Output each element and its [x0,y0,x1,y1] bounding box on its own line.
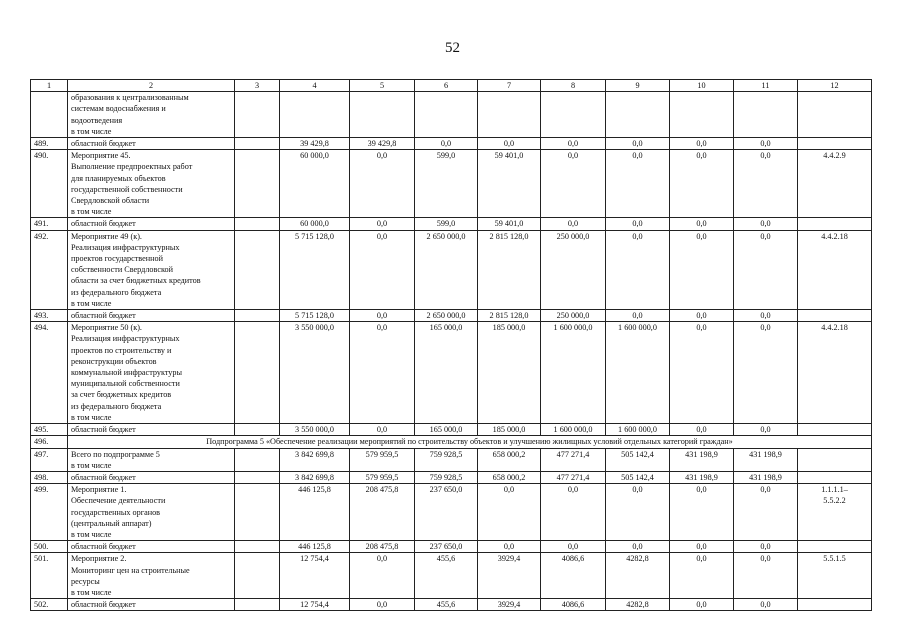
row-name: областной бюджет [68,310,235,322]
header-cell: 11 [734,80,798,92]
value-cell: 3929,4 [478,599,541,611]
value-cell: 431 198,9 [734,448,798,471]
value-cell: 0,0 [734,424,798,436]
value-cell: 431 198,9 [670,471,734,483]
value-cell: 1 600 000,0 [541,322,606,424]
code-cell [798,541,872,553]
value-cell: 5 715 128,0 [280,310,350,322]
table-row [31,92,872,138]
code-cell: 4.4.2.18 [798,322,872,424]
value-cell [415,92,478,138]
page-number: 52 [445,40,460,56]
value-cell: 0,0 [606,218,670,230]
row-number: 500. [31,541,68,553]
row-name: Мероприятие 45. Выполнение предпроектных работ для планируемых объектов государственной собственности Свердловской области в том числе [68,150,235,218]
value-cell: 658 000,2 [478,471,541,483]
value-cell: 579 959,5 [350,448,415,471]
code-cell: 4.4.2.9 [798,150,872,218]
value-cell: 0,0 [670,138,734,150]
value-cell: 1 600 000,0 [606,424,670,436]
value-cell: 0,0 [350,424,415,436]
value-cell: 0,0 [734,599,798,611]
value-cell: 0,0 [541,150,606,218]
value-cell: 39 429,8 [350,138,415,150]
row-name: Мероприятие 2. Мониторинг цен на строительные ресурсы в том числе [68,553,235,599]
empty-cell [235,310,280,322]
value-cell: 0,0 [734,484,798,541]
empty-cell [235,599,280,611]
row-name: областной бюджет [68,218,235,230]
value-cell: 3 550 000,0 [280,424,350,436]
value-cell: 0,0 [670,218,734,230]
value-cell: 431 198,9 [734,471,798,483]
header-cell: 8 [541,80,606,92]
value-cell: 0,0 [670,424,734,436]
code-cell: 4.4.2.18 [798,230,872,309]
value-cell: 0,0 [350,218,415,230]
row-name: областной бюджет [68,424,235,436]
empty-cell [235,471,280,483]
value-cell: 0,0 [350,310,415,322]
value-cell: 250 000,0 [541,310,606,322]
row-name: Мероприятие 1. Обеспечение деятельности государственных органов (центральный аппарат) в том числе [68,484,235,541]
value-cell: 165 000,0 [415,424,478,436]
value-cell: 12 754,4 [280,599,350,611]
value-cell: 446 125,8 [280,541,350,553]
header-cell: 7 [478,80,541,92]
value-cell: 0,0 [606,484,670,541]
value-cell: 60 000,0 [280,150,350,218]
value-cell: 0,0 [606,230,670,309]
value-cell: 165 000,0 [415,322,478,424]
value-cell: 185 000,0 [478,322,541,424]
value-cell: 0,0 [350,322,415,424]
value-cell: 1 600 000,0 [541,424,606,436]
value-cell [350,92,415,138]
value-cell: 2 650 000,0 [415,230,478,309]
value-cell: 505 142,4 [606,448,670,471]
code-cell [798,471,872,483]
header-cell: 4 [280,80,350,92]
value-cell: 0,0 [478,138,541,150]
row-number: 499. [31,484,68,541]
code-cell [798,599,872,611]
row-number: 494. [31,322,68,424]
value-cell: 60 000,0 [280,218,350,230]
value-cell: 658 000,2 [478,448,541,471]
value-cell: 0,0 [606,138,670,150]
value-cell: 0,0 [734,138,798,150]
table-row [31,553,872,599]
value-cell: 2 650 000,0 [415,310,478,322]
code-cell [798,424,872,436]
empty-cell [235,553,280,599]
value-cell: 4086,6 [541,599,606,611]
value-cell: 0,0 [478,541,541,553]
value-cell: 59 401,0 [478,150,541,218]
header-cell: 10 [670,80,734,92]
value-cell: 237 650,0 [415,541,478,553]
table-row [31,424,872,436]
empty-cell [235,322,280,424]
value-cell: 208 475,8 [350,484,415,541]
row-number: 502. [31,599,68,611]
table-row [31,218,872,230]
table-row [31,150,872,218]
value-cell: 2 815 128,0 [478,230,541,309]
table-row [31,310,872,322]
value-cell: 477 271,4 [541,448,606,471]
value-cell: 0,0 [541,218,606,230]
empty-cell [235,541,280,553]
row-number: 497. [31,448,68,471]
value-cell: 39 429,8 [280,138,350,150]
row-number: 489. [31,138,68,150]
value-cell: 0,0 [478,484,541,541]
value-cell: 0,0 [734,230,798,309]
row-number: 498. [31,471,68,483]
code-cell [798,448,872,471]
value-cell: 0,0 [350,599,415,611]
value-cell: 3 842 699,8 [280,471,350,483]
empty-cell [235,424,280,436]
budget-table [30,79,872,611]
empty-cell [235,230,280,309]
value-cell: 455,6 [415,553,478,599]
value-cell: 431 198,9 [670,448,734,471]
empty-cell [235,448,280,471]
value-cell: 59 401,0 [478,218,541,230]
value-cell: 0,0 [734,310,798,322]
value-cell: 3929,4 [478,553,541,599]
empty-cell [235,150,280,218]
value-cell: 237 650,0 [415,484,478,541]
subprogram-title: Подпрограмма 5 «Обеспечение реализации мероприятий по строительству объектов и улучшению жилищных условий отдельных категорий граждан» [68,436,872,448]
value-cell: 185 000,0 [478,424,541,436]
value-cell: 505 142,4 [606,471,670,483]
value-cell: 208 475,8 [350,541,415,553]
header-cell: 3 [235,80,280,92]
row-name: Мероприятие 49 (к). Реализация инфраструктурных проектов государственной собственности Свердловской области за счет бюджетных кредитов из федерального бюджета в том числе [68,230,235,309]
value-cell: 0,0 [670,230,734,309]
value-cell: 0,0 [541,138,606,150]
value-cell [280,92,350,138]
value-cell: 0,0 [606,310,670,322]
value-cell: 477 271,4 [541,471,606,483]
table-row [31,484,872,541]
value-cell: 5 715 128,0 [280,230,350,309]
value-cell [670,92,734,138]
header-row [31,80,872,92]
row-number: 492. [31,230,68,309]
empty-cell [235,92,280,138]
row-name: областной бюджет [68,599,235,611]
value-cell: 759 928,5 [415,448,478,471]
table-row [31,599,872,611]
value-cell: 0,0 [606,150,670,218]
table-row [31,436,872,448]
code-cell: 5.5.1.5 [798,553,872,599]
value-cell: 1 600 000,0 [606,322,670,424]
value-cell: 579 959,5 [350,471,415,483]
header-cell: 1 [31,80,68,92]
code-cell [798,310,872,322]
value-cell: 0,0 [670,484,734,541]
row-number [31,92,68,138]
table-row [31,230,872,309]
value-cell: 0,0 [670,150,734,218]
header-cell: 9 [606,80,670,92]
table-body [31,80,872,611]
empty-cell [235,218,280,230]
value-cell: 455,6 [415,599,478,611]
empty-cell [235,484,280,541]
value-cell: 2 815 128,0 [478,310,541,322]
value-cell: 12 754,4 [280,553,350,599]
value-cell: 0,0 [670,322,734,424]
value-cell: 0,0 [670,310,734,322]
value-cell: 3 550 000,0 [280,322,350,424]
row-name: областной бюджет [68,471,235,483]
value-cell: 4282,8 [606,553,670,599]
value-cell: 599,0 [415,218,478,230]
row-number: 496. [31,436,68,448]
value-cell: 0,0 [606,541,670,553]
row-name: Всего по подпрограмме 5 в том числе [68,448,235,471]
row-number: 490. [31,150,68,218]
row-name: образования к централизованным системам водоснабжения и водоотведения в том числе [68,92,235,138]
value-cell: 0,0 [670,599,734,611]
table-row [31,448,872,471]
empty-cell [235,138,280,150]
value-cell [478,92,541,138]
value-cell: 0,0 [670,553,734,599]
value-cell: 0,0 [734,322,798,424]
value-cell: 0,0 [541,484,606,541]
value-cell: 0,0 [734,541,798,553]
value-cell: 599,0 [415,150,478,218]
value-cell: 759 928,5 [415,471,478,483]
value-cell: 0,0 [734,150,798,218]
value-cell [541,92,606,138]
header-cell: 5 [350,80,415,92]
value-cell: 4282,8 [606,599,670,611]
value-cell: 250 000,0 [541,230,606,309]
code-cell [798,218,872,230]
table-row [31,541,872,553]
value-cell [606,92,670,138]
code-cell [798,138,872,150]
value-cell: 0,0 [541,541,606,553]
row-number: 491. [31,218,68,230]
header-cell: 2 [68,80,235,92]
table-row [31,322,872,424]
row-number: 501. [31,553,68,599]
code-cell [798,92,872,138]
value-cell [734,92,798,138]
value-cell: 0,0 [350,150,415,218]
value-cell: 4086,6 [541,553,606,599]
value-cell: 0,0 [350,553,415,599]
value-cell: 0,0 [670,541,734,553]
row-number: 495. [31,424,68,436]
value-cell: 446 125,8 [280,484,350,541]
table-row [31,138,872,150]
header-cell: 6 [415,80,478,92]
header-cell: 12 [798,80,872,92]
row-number: 493. [31,310,68,322]
row-name: Мероприятие 50 (к). Реализация инфраструктурных проектов по строительству и реконструкции объектов коммунальной инфраструктуры муниципальной собственности за счет бюджетных кредитов из федерального бюджета в том числе [68,322,235,424]
value-cell: 0,0 [350,230,415,309]
value-cell: 0,0 [734,218,798,230]
value-cell: 0,0 [734,553,798,599]
row-name: областной бюджет [68,541,235,553]
value-cell: 3 842 699,8 [280,448,350,471]
table-row [31,471,872,483]
row-name: областной бюджет [68,138,235,150]
value-cell: 0,0 [415,138,478,150]
code-cell: 1.1.1.1– 5.5.2.2 [798,484,872,541]
